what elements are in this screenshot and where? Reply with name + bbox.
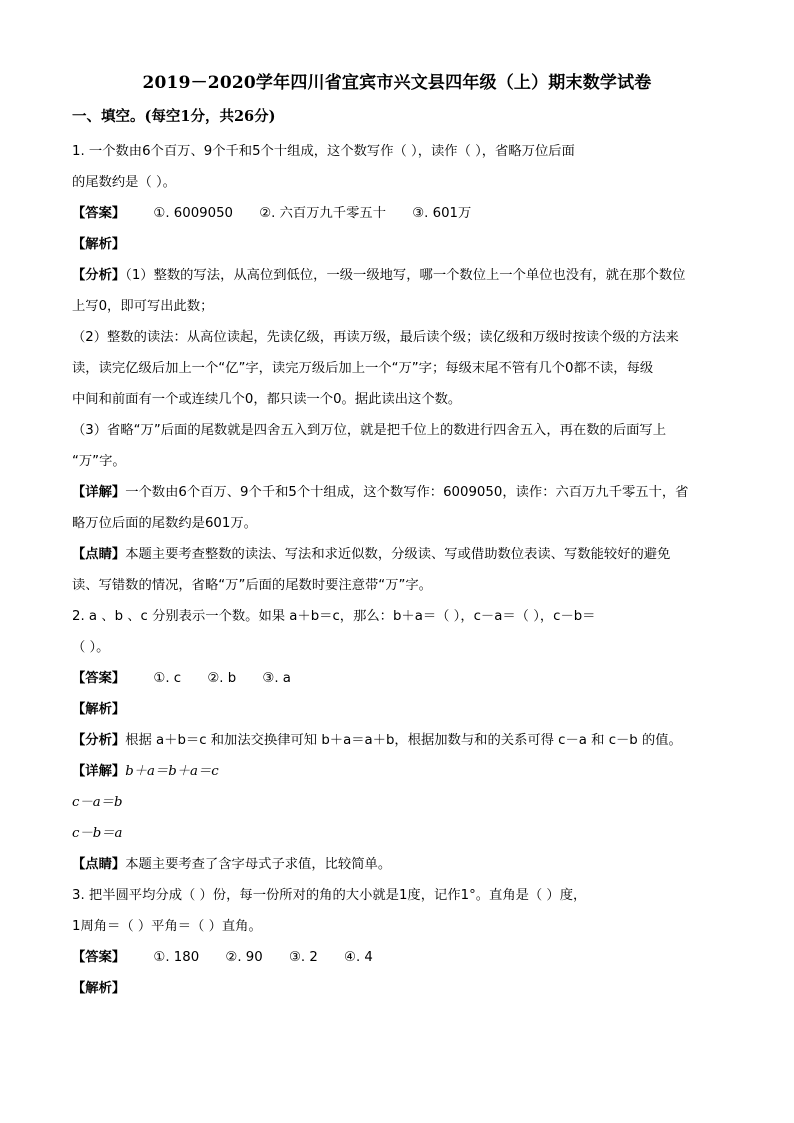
question-3-line-1: 3. 把半圆平均分成（ ）份，每一份所对的角的大小就是1度，记作1°。直角是（ ）度， xyxy=(72,888,587,903)
detail-text: 一个数由6个百万、9个千和5个十组成，这个数写作：6009050，读作：六百万九千零五十，省 xyxy=(125,485,689,500)
question-1-fenxi-7: “万”字。 xyxy=(72,454,126,469)
comment-label: 【点睛】 xyxy=(72,857,126,872)
document-page xyxy=(72,68,722,1004)
analysis-label: 【解析】 xyxy=(72,237,126,252)
answer-label: 【答案】 xyxy=(72,671,126,686)
formula: b＋a＝b＋a＝c xyxy=(125,764,219,779)
answer-item: ③. 601万 xyxy=(412,206,472,221)
page-title: 2019－2020学年四川省宜宾市兴文县四年级（上）期末数学试卷 xyxy=(142,73,652,93)
question-2-line-1: 2. a 、b 、c 分别表示一个数。如果 a＋b＝c，那么：b＋a＝（ ），c－a＝（ ），c－b＝ xyxy=(72,609,596,624)
question-1-detail-1 xyxy=(72,477,722,508)
question-3-answer xyxy=(72,942,722,973)
detail-label: 【详解】 xyxy=(72,485,126,500)
question-1-fenxi-4: 读，读完亿级后加上一个“亿”字，读完万级后加上一个“万”字；每级末尾不管有几个0都不读，每级 xyxy=(72,361,654,376)
question-1-comment-2: 读、写错数的情况，省略“万”后面的尾数时要注意带“万”字。 xyxy=(72,578,432,593)
fenxi-label: 【分析】 xyxy=(72,733,126,748)
question-1-line-2: 的尾数约是（ ）。 xyxy=(72,175,176,190)
fenxi-text: （1）整数的写法，从高位到低位，一级一级地写，哪一个数位上一个单位也没有，就在那个数位 xyxy=(125,268,686,283)
comment-text: 本题主要考查整数的读法、写法和求近似数，分级读、写或借助数位表读、写数能较好的避免 xyxy=(125,547,671,562)
question-2-answer xyxy=(72,663,722,694)
answer-item: ①. 6009050 xyxy=(153,206,234,221)
question-1-fenxi-6: （3）省略“万”后面的尾数就是四舍五入到万位，就是把千位上的数进行四舍五入，再在数的后面写上 xyxy=(72,423,667,438)
question-1-fenxi-5: 中间和前面有一个或连续几个0，都只读一个0。据此读出这个数。 xyxy=(72,392,462,407)
fenxi-label: 【分析】 xyxy=(72,268,126,283)
answer-item: ④. 4 xyxy=(344,950,373,965)
section-heading: 一、填空。(每空1分，共26分) xyxy=(72,108,276,125)
question-1-detail-2: 略万位后面的尾数约是601万。 xyxy=(72,516,257,531)
answer-item: ③. 2 xyxy=(288,950,318,965)
fenxi-text: 根据 a＋b＝c 和加法交换律可知 b＋a＝a＋b，根据加数与和的关系可得 c－a 和 c－b 的值。 xyxy=(125,733,682,748)
question-2-comment xyxy=(72,849,722,880)
question-1-line-1: 1. 一个数由6个百万、9个千和5个十组成，这个数写作（ ），读作（ ），省略万位后面 xyxy=(72,144,575,159)
analysis-label: 【解析】 xyxy=(72,981,126,996)
answer-item: ③. a xyxy=(262,671,291,686)
comment-text: 本题主要考查了含字母式子求值，比较简单。 xyxy=(125,857,392,872)
answer-label: 【答案】 xyxy=(72,950,126,965)
question-2-line-2: （ ）。 xyxy=(72,640,110,655)
question-2-detail-3: c－b＝a xyxy=(72,826,123,841)
question-1-fenxi-1 xyxy=(72,260,722,291)
question-1-fenxi-3: （2）整数的读法：从高位读起，先读亿级，再读万级，最后读个级；读亿级和万级时按读个级的方法来 xyxy=(72,330,679,345)
answer-label: 【答案】 xyxy=(72,206,126,221)
comment-label: 【点睛】 xyxy=(72,547,126,562)
question-2-detail-1 xyxy=(72,756,722,787)
question-1-answer xyxy=(72,198,722,229)
question-1-fenxi-2: 上写0，即可写出此数； xyxy=(72,299,214,314)
answer-item: ①. c xyxy=(153,671,182,686)
answer-item: ①. 180 xyxy=(153,950,200,965)
answer-item: ②. b xyxy=(207,671,237,686)
detail-label: 【详解】 xyxy=(72,764,126,779)
question-1-comment-1 xyxy=(72,539,722,570)
answer-item: ②. 六百万九千零五十 xyxy=(259,206,386,221)
question-3-line-2: 1周角＝（ ）平角＝（ ）直角。 xyxy=(72,919,262,934)
question-2-detail-2: c－a＝b xyxy=(72,795,123,810)
question-2-fenxi xyxy=(72,725,722,756)
analysis-label: 【解析】 xyxy=(72,702,126,717)
answer-item: ②. 90 xyxy=(225,950,263,965)
